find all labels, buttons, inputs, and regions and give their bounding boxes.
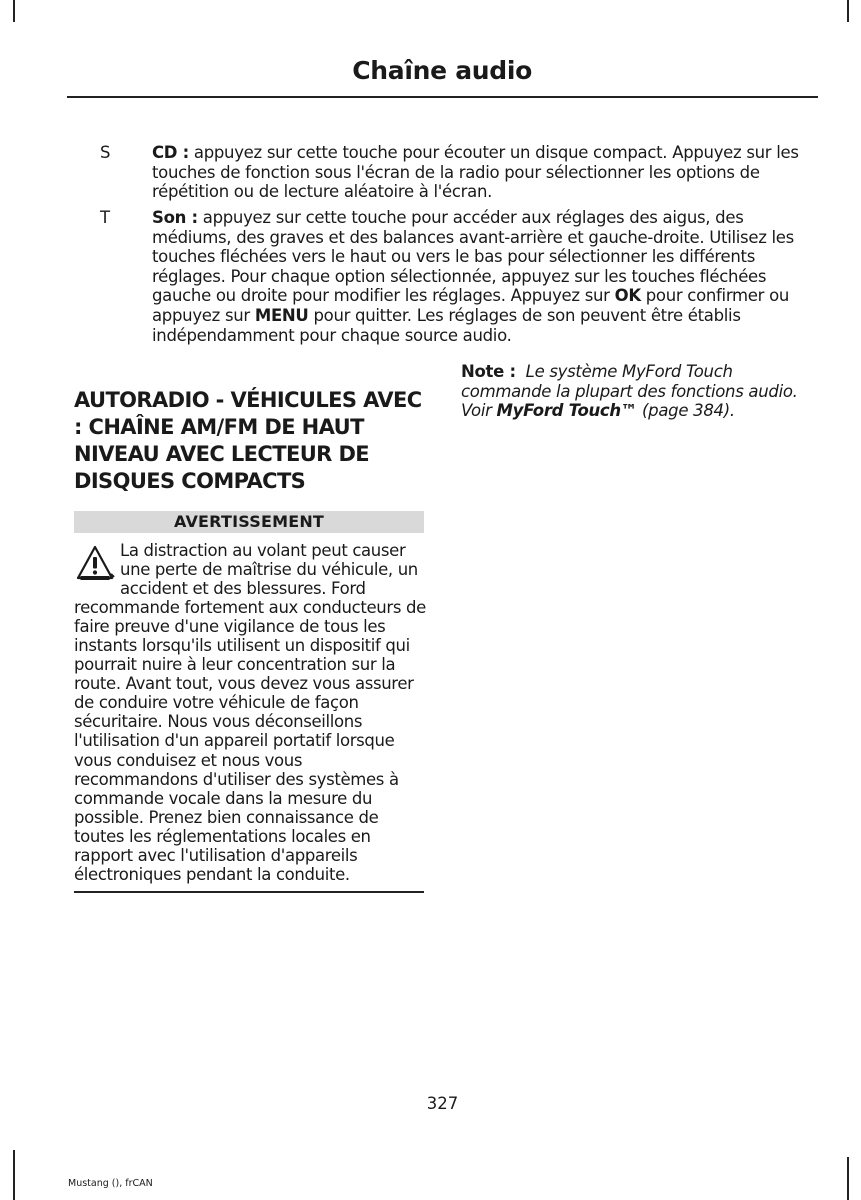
- warning-icon-space: [74, 541, 120, 598]
- list-item-body-3: pour quitter. Les réglages de son peuvent être établis indépendamment pour chaque source audio.: [152, 305, 741, 345]
- crop-mark-top-left: [13, 0, 15, 22]
- warning-text: [74, 541, 426, 884]
- list-item-body-2: pour confirmer ou appuyez sur: [152, 286, 790, 325]
- list-item-text: [152, 208, 812, 345]
- section-title: AUTORADIO - VÉHICULES AVEC : CHAÎNE AM/FM DE HAUT NIVEAU AVEC LECTEUR DE DISQUES COMPACTS: [74, 388, 422, 493]
- key-ok: OK: [614, 286, 641, 306]
- key-menu: MENU: [254, 305, 309, 325]
- crop-mark-bottom-left: [13, 1150, 15, 1200]
- list-item-label: CD :: [152, 143, 189, 162]
- list-item-cd: [100, 143, 812, 202]
- list-item-text: [152, 143, 812, 202]
- note-page-ref: (page 384).: [637, 401, 735, 421]
- list-item-body: appuyez sur cette touche pour accéder aux réglages des aigus, des médiums, des graves et des balances avant-arrière et gauche-droite. Utilisez les touches fléchées vers le haut ou vers le bas pour sélectionner les différents réglages. Pour chaque option sélectionnée, appuyez sur les touches fléchées gauche ou droite pour modifier les réglages. Appuyez sur: [152, 208, 794, 306]
- warning-body: La distraction au volant peut causer une perte de maîtrise du véhicule, un accident et des blessures. Ford recommande fortement aux conducteurs de faire preuve d'une vigilance de tous les instants lorsqu'ils utilisent un dispositif qui pourrait nuire à leur concentration sur la route. Avant tout, vous devez vous assurer de conduire votre véhicule de façon sécuritaire. Nous vous déconseillons l'utilisation d'un appareil portatif lorsque vous conduisez et nous vous recommandons d'utiliser des systèmes à commande vocale dans la mesure du possible. Prenez bien connaissance de toutes les réglementations locales en rapport avec l'utilisation d'appareils électroniques pendant la conduite.: [74, 541, 426, 884]
- list-item-body: appuyez sur cette touche pour écouter un disque compact. Appuyez sur les touches de fonction sous l'écran de la radio pour sélectionner les options de répétition ou de lecture aléatoire à l'écran.: [152, 143, 799, 202]
- crop-mark-top-right: [847, 0, 849, 22]
- page-number: 327: [426, 1094, 459, 1113]
- list-item-label: Son :: [152, 208, 198, 227]
- note: [461, 362, 811, 421]
- note-body: Le système MyFord Touch commande la plupart des fonctions audio. Voir: [461, 362, 798, 421]
- list-item-letter: S: [100, 143, 111, 162]
- list-item-letter: T: [100, 208, 111, 227]
- header-rule: [67, 96, 818, 98]
- myford-touch-link[interactable]: MyFord Touch™: [496, 401, 638, 421]
- list-item-son: [100, 208, 812, 345]
- note-label: Note :: [461, 362, 516, 381]
- page-header-title: Chaîne audio: [352, 56, 532, 85]
- footer-text: Mustang (), frCAN: [68, 1178, 153, 1189]
- warning-heading: AVERTISSEMENT: [74, 511, 424, 533]
- crop-mark-bottom-right: [847, 1157, 849, 1200]
- warning-bottom-rule: [74, 891, 424, 893]
